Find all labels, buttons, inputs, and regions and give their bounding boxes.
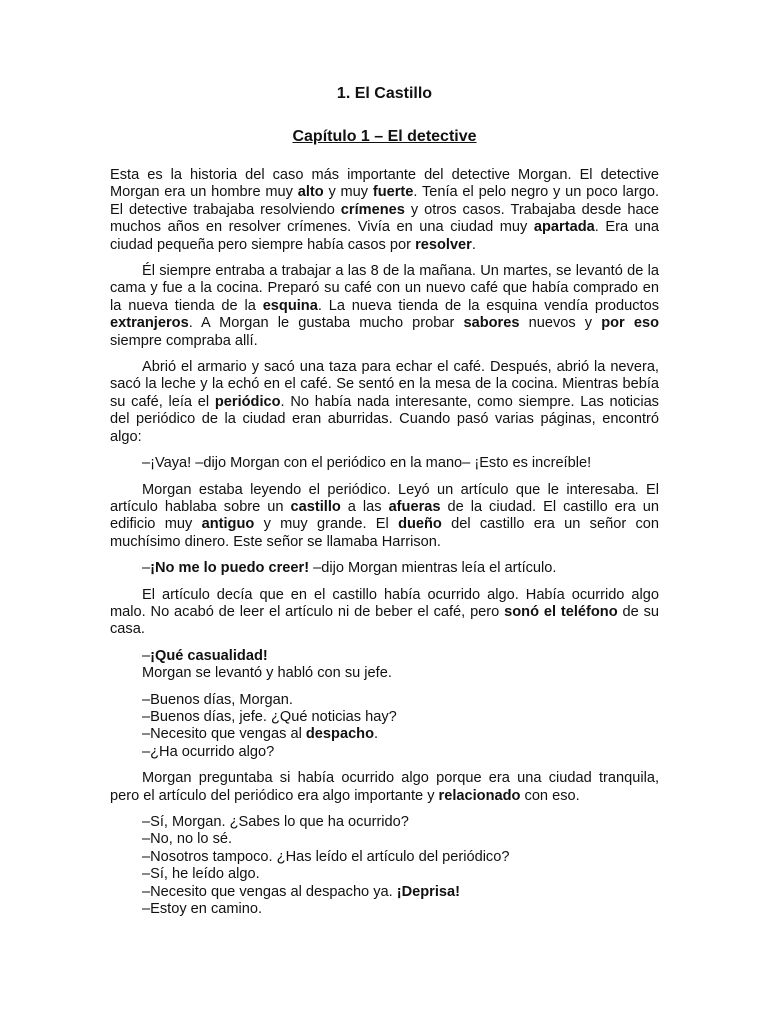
dialogue-line: –Necesito que vengas al despacho. (142, 726, 379, 743)
dialogue-5 (110, 814, 659, 918)
dialogue-4 (110, 692, 659, 762)
dialogue-line: –Buenos días, jefe. ¿Qué noticias hay? (142, 708, 397, 725)
dialogue-line: –Sí, he leído algo. (142, 866, 260, 883)
dialogue-line: –Nosotros tampoco. ¿Has leído el artículo del periódico? (142, 848, 510, 865)
document-title: 1. El Castillo (336, 85, 433, 102)
paragraph-4: Morgan estaba leyendo el periódico. Leyó un artículo que le interesaba. El artículo hablaba sobre un castillo a las afueras de la ciudad. El castillo era un edificio muy antiguo y muy grande. El dueño del castillo era un señor con muchísimo dinero. Este señor se llamaba Harrison. (110, 481, 659, 550)
dialogue-2 (110, 560, 659, 577)
chapter-heading: Capítulo 1 – El detective (292, 128, 477, 145)
dialogue-line: –¡No me lo puedo creer! –dijo Morgan mientras leía el artículo. (142, 560, 557, 577)
dialogue-1 (110, 455, 659, 472)
dialogue-line: –Sí, Morgan. ¿Sabes lo que ha ocurrido? (142, 814, 409, 830)
dialogue-line: –No, no lo sé. (142, 831, 233, 848)
dialogue-line: Morgan se levantó y habló con su jefe. (142, 665, 392, 682)
dialogue-line: –Buenos días, Morgan. (142, 691, 293, 708)
dialogue-line: –¡Qué casualidad! (142, 647, 268, 664)
dialogue-line: –Estoy en camino. (142, 901, 263, 918)
dialogue-line: –Necesito que vengas al despacho ya. ¡Deprisa! (142, 883, 461, 900)
paragraph-1: Esta es la historia del caso más importante del detective Morgan. El detective Morgan era un hombre muy alto y muy fuerte. Tenía el pelo negro y un poco largo. El detective trabajaba resolviendo crímenes y otros casos. Trabajaba desde hace muchos años en resolver crímenes. Vivía en una ciudad muy apartada. Era una ciudad pequeña pero siempre había casos por resolver. (110, 167, 660, 253)
paragraph-5: El artículo decía que en el castillo había ocurrido algo. Había ocurrido algo malo. No acabó de leer el artículo ni de beber el café, pero sonó el teléfono de su casa. (110, 586, 659, 638)
paragraph-2: Él siempre entraba a trabajar a las 8 de la mañana. Un martes, se levantó de la cama y fue a la cocina. Preparó su café con un nuevo café que había comprado en la nueva tienda de la esquina. La nueva tienda de la esquina vendía productos extranjeros. A Morgan le gustaba mucho probar sabores nuevos y por eso siempre compraba allí. (110, 263, 659, 349)
dialogue-3 (110, 648, 659, 683)
dialogue-line: –¡Vaya! –dijo Morgan con el periódico en la mano– ¡Esto es increíble! (142, 455, 592, 472)
paragraph-6: Morgan preguntaba si había ocurrido algo porque era una ciudad tranquila, pero el artículo del periódico era algo importante y relacionado con eso. (110, 770, 659, 804)
dialogue-line: –¿Ha ocurrido algo? (142, 743, 275, 760)
paragraph-3: Abrió el armario y sacó una taza para echar el café. Después, abrió la nevera, sacó la leche y la echó en el café. Se sentó en la mesa de la cocina. Mientras bebía su café, leía el periódico. No había nada interesante, como siempre. Las noticias del periódico de la ciudad eran aburridas. Cuando pasó varias páginas, encontró algo: (110, 359, 659, 445)
